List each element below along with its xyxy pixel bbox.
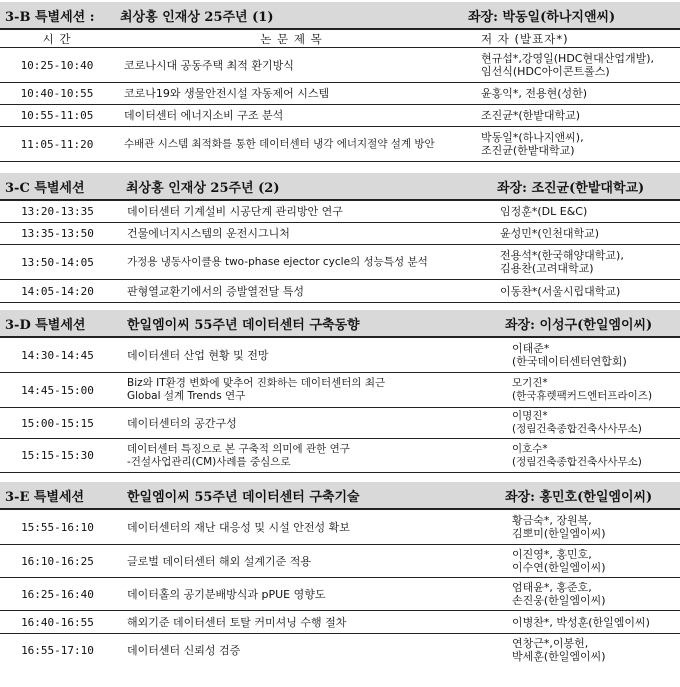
paper-title: 건물에너지시스템의 운전시그니처 <box>127 227 290 240</box>
table-row <box>0 201 680 223</box>
session-3c <box>0 173 680 303</box>
session-header <box>0 173 680 201</box>
paper-title: 데이터센터의 재난 대응성 및 시설 안전성 확보 <box>127 520 350 534</box>
session-chair: 좌장: 박동일(하나지앤씨) <box>468 9 616 25</box>
paper-authors: 이병찬*, 박성훈(한일엠이씨) <box>512 615 650 629</box>
session-header <box>0 2 680 30</box>
table-row <box>0 127 680 162</box>
time-slot: 10:40-10:55 <box>20 87 94 100</box>
paper-authors: 박동일*(하나지앤씨), 조진균(한밭대학교) <box>481 131 584 157</box>
table-row <box>0 280 680 303</box>
time-slot: 14:05-14:20 <box>21 284 94 298</box>
paper-authors: 이명진* (정림건축종합건축사사무소) <box>512 410 642 435</box>
table-row <box>0 634 680 666</box>
paper-title: 코로나19와 생물안전시설 자동제어 시스템 <box>124 87 330 100</box>
paper-title: 데이터센터 신뢰성 검증 <box>127 643 241 657</box>
paper-title: 수배관 시스템 최적화를 통한 데이터센터 냉각 에너지절약 설계 방안 <box>124 137 435 150</box>
header-title: 논 문 제 목 <box>260 31 323 46</box>
paper-authors: 이태준* (한국데이터센터연합회) <box>512 342 627 368</box>
table-row <box>0 48 680 83</box>
paper-title: 데이터센터 산업 현황 및 전망 <box>127 348 269 362</box>
session-3e <box>0 482 680 666</box>
session-title: 최상홍 인재상 25주년 (2) <box>126 180 280 196</box>
session-title: 최상홍 인재상 25주년 (1) <box>120 9 274 25</box>
table-row <box>0 611 680 634</box>
header-authors: 저 자 (발표자*) <box>481 31 569 46</box>
time-slot: 14:45-15:00 <box>21 383 94 397</box>
table-row <box>0 439 680 473</box>
time-slot: 15:00-15:15 <box>21 416 94 430</box>
time-slot: 16:55-17:10 <box>21 643 94 657</box>
header-time: 시 간 <box>42 31 72 46</box>
session-3b <box>0 2 680 162</box>
time-slot: 15:55-16:10 <box>21 520 94 534</box>
paper-title: 가정용 냉동사이클용 two-phase ejector cycle의 성능특성 분석 <box>127 255 428 268</box>
session-chair: 좌장: 홍민호(한일엠이씨) <box>505 489 653 505</box>
table-row <box>0 408 680 439</box>
session-title: 한일엠이씨 55주년 데이터센터 구축기술 <box>127 489 360 505</box>
session-chair: 좌장: 이성구(한일엠이씨) <box>505 317 653 333</box>
session-code: 3-C 특별세션 <box>5 180 85 196</box>
paper-authors: 현규섭*,강영일(HDC현대산업개발), 임선식(HDC아이콘트롤스) <box>481 52 655 78</box>
time-slot: 13:50-14:05 <box>21 255 94 269</box>
table-row <box>0 373 680 408</box>
session-header <box>0 482 680 510</box>
paper-authors: 전용석*(한국해양대학교), 김용찬(고려대학교) <box>500 249 624 275</box>
table-row <box>0 545 680 578</box>
session-3d <box>0 310 680 473</box>
paper-authors: 모기진* (한국휴렛팩커드엔터프라이즈) <box>512 377 653 402</box>
table-row <box>0 338 680 373</box>
time-slot: 10:55-11:05 <box>20 109 94 122</box>
paper-title: 코로나시대 공동주택 최적 환기방식 <box>124 58 294 72</box>
paper-title: 데이터센터의 공간구성 <box>127 416 237 430</box>
paper-authors: 이동찬*(서울시립대학교) <box>500 284 621 298</box>
paper-title: 데이터센터 특징으로 본 구축적 의미에 관한 연구 -건설사업관리(CM)사례를 중심으로 <box>127 442 350 468</box>
session-chair: 좌장: 조진균(한밭대학교) <box>497 180 645 196</box>
table-row <box>0 105 680 127</box>
table-row <box>0 578 680 611</box>
time-slot: 16:10-16:25 <box>21 554 94 568</box>
paper-authors: 황금숙*, 장원복, 김뽀미(한일엠이씨) <box>512 514 606 540</box>
session-code: 3-E 특별세션 <box>5 489 85 505</box>
paper-authors: 이호수* (정림건축종합건축사사무소) <box>512 442 642 468</box>
paper-title: 판형열교환기에서의 증발열전달 특성 <box>127 284 305 298</box>
table-row <box>0 510 680 545</box>
paper-authors: 임정훈*(DL E&C) <box>500 205 588 218</box>
paper-authors: 윤홍익*, 전용현(성한) <box>481 87 588 100</box>
column-headers <box>0 30 680 48</box>
table-row <box>0 223 680 245</box>
session-code: 3-B 특별세션 : <box>5 9 95 25</box>
time-slot: 15:15-15:30 <box>21 449 94 462</box>
paper-title: 데이터센터 기계설비 시공단계 관리방안 연구 <box>127 205 343 218</box>
paper-authors: 조진균*(한밭대학교) <box>481 109 581 122</box>
time-slot: 10:25-10:40 <box>20 58 94 72</box>
paper-title: Biz와 IT환경 변화에 맞추어 진화하는 데이터센터의 최근 Global 설계 Trends 연구 <box>127 377 386 402</box>
session-header <box>0 310 680 338</box>
time-slot: 11:05-11:20 <box>20 137 94 151</box>
paper-authors: 연창근*,이봉헌, 박세훈(한일엠이씨) <box>512 637 606 663</box>
paper-authors: 이진영*, 홍민호, 이수연(한일엠이씨) <box>512 548 606 574</box>
paper-authors: 윤성민*(인천대학교) <box>500 227 600 240</box>
paper-title: 데이터센터 에너지소비 구조 분석 <box>124 109 284 122</box>
time-slot: 14:30-14:45 <box>21 348 94 362</box>
session-code: 3-D 특별세션 <box>5 317 86 333</box>
paper-title: 데이터홀의 공기분배방식과 pPUE 영향도 <box>127 587 326 601</box>
table-row <box>0 83 680 105</box>
table-row <box>0 245 680 280</box>
time-slot: 16:25-16:40 <box>21 587 94 601</box>
paper-title: 글로벌 데이터센터 해외 설계기준 적용 <box>127 554 312 568</box>
time-slot: 13:20-13:35 <box>21 205 94 218</box>
paper-title: 해외기준 데이터센터 토탈 커미셔닝 수행 절차 <box>127 615 347 629</box>
time-slot: 13:35-13:50 <box>21 227 94 240</box>
session-title: 한일엠이씨 55주년 데이터센터 구축동향 <box>127 317 360 333</box>
paper-authors: 엄태윤*, 홍준호, 손진웅(한일엠이씨) <box>512 581 606 607</box>
time-slot: 16:40-16:55 <box>21 615 94 629</box>
